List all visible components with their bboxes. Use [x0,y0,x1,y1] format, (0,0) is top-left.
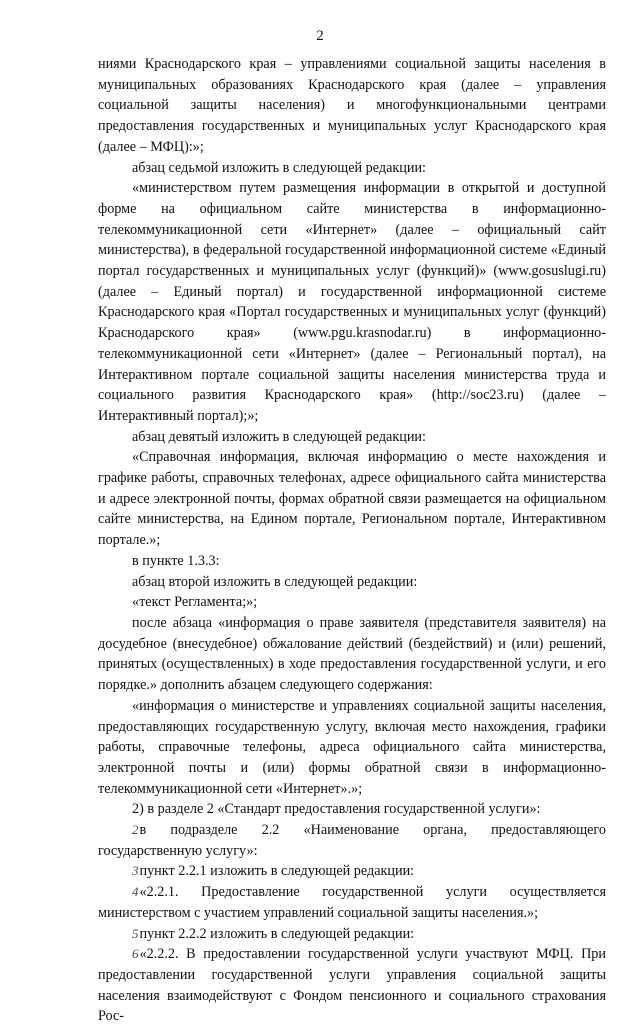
paragraph-text: 2) в разделе 2 «Стандарт предоставления государственной услуги»: [132,801,541,818]
paragraph-text: «текст Регламента;»; [132,594,258,611]
paragraph-text: «2.2.2. В предоставлении государственной услуги участвуют МФЦ. При предоставлении государственной услуги управления социальной защиты населения взаимодействуют с Фондом пенсионного и социального страхования Рос- [98,946,606,1025]
paragraph-text: «2.2.1. Предоставление государственной услуги осуществляется министерством с участием управлений социальной защиты населения.»; [98,884,606,921]
paragraph-text: абзац второй изложить в следующей редакции: [132,573,418,590]
paragraph [98,158,606,179]
paragraph-text: в пункте 1.3.3: [132,552,220,569]
paragraph [98,820,606,861]
paragraph-text: ниями Краснодарского края – управлениями социальной защиты населения в муниципальных образованиях Краснодарского края (далее – управления социальной защиты населения) и многофункциональными центрами предоставления государственных и муниципальных услуг Краснодарского края (далее – МФЦ):»; [98,56,606,155]
paragraph [98,427,606,448]
paragraph [98,944,606,1027]
paragraph [98,572,606,593]
paragraph [98,882,606,923]
paragraph-text: абзац девятый изложить в следующей редакции: [132,428,426,445]
handwritten-mark: 4 [132,884,139,900]
paragraph-text: абзац седьмой изложить в следующей редакции: [132,159,427,176]
paragraph [98,861,606,882]
handwritten-mark: 6 [132,946,139,962]
paragraph [98,551,606,572]
paragraph [98,54,606,158]
paragraph [98,447,606,551]
handwritten-mark: 5 [132,925,139,941]
page-number: 2 [316,28,324,44]
paragraph [98,924,606,945]
document-body [98,54,606,1027]
paragraph [98,613,606,696]
paragraph-text: пункт 2.2.1 изложить в следующей редакции: [139,863,415,880]
paragraph-text: «министерством путем размещения информации в открытой и доступной форме на официальном сайте министерства в информационно-телекоммуникационной сети «Интернет» (далее – официальный сайт министерства), в федеральной государственной информационной системе «Единый портал государственных и муниципальных услуг (функций)» (www.gosuslugi.ru) (далее – Единый портал) и государственной информационной системе Краснодарского края «Портал государственных и муниципальных услуг (функций) Краснодарского края» (www.pgu.krasnodar.ru) в информационно-телекоммуникационной сети «Интернет» (далее – Региональный портал), на Интерактивном портале социальной защиты населения министерства труда и социального развития Краснодарского края» (http://soc23.ru) (далее – Интерактивный портал);»; [98,180,606,424]
paragraph [98,178,606,426]
handwritten-mark: 3 [132,863,139,879]
paragraph-text: после абзаца «информация о праве заявителя (представителя заявителя) на досудебное (внесудебное) обжалование действий (бездействий) и (или) решений, принятых (осуществленных) в ходе предоставления государственной услуги, и его порядке.» дополнить абзацем следующего содержания: [98,614,606,694]
paragraph-text: пункт 2.2.2 изложить в следующей редакции: [139,925,415,942]
paragraph-text: «Справочная информация, включая информацию о месте нахождения и графике работы, справочных телефонах, адресе официального сайта министерства и адресе электронной почты, формах обратной связи размещается на официальном сайте министерства, на Едином портале, Региональном портале, Интерактивном портале.»; [98,449,606,549]
paragraph-text: «информация о министерстве и управлениях социальной защиты населения, предоставляющих государственную услугу, включая место нахождения, графики работы, справочные телефоны, адреса официального сайта министерства, электронной почты и (или) формы обратной связи в информационно-телекоммуникационной сети «Интернет».»; [98,697,606,797]
paragraph [98,696,606,800]
paragraph [98,592,606,613]
paragraph-text: в подразделе 2.2 «Наименование органа, предоставляющего государственную услугу»: [98,822,606,859]
handwritten-mark: 2 [132,822,139,838]
paragraph [98,799,606,820]
